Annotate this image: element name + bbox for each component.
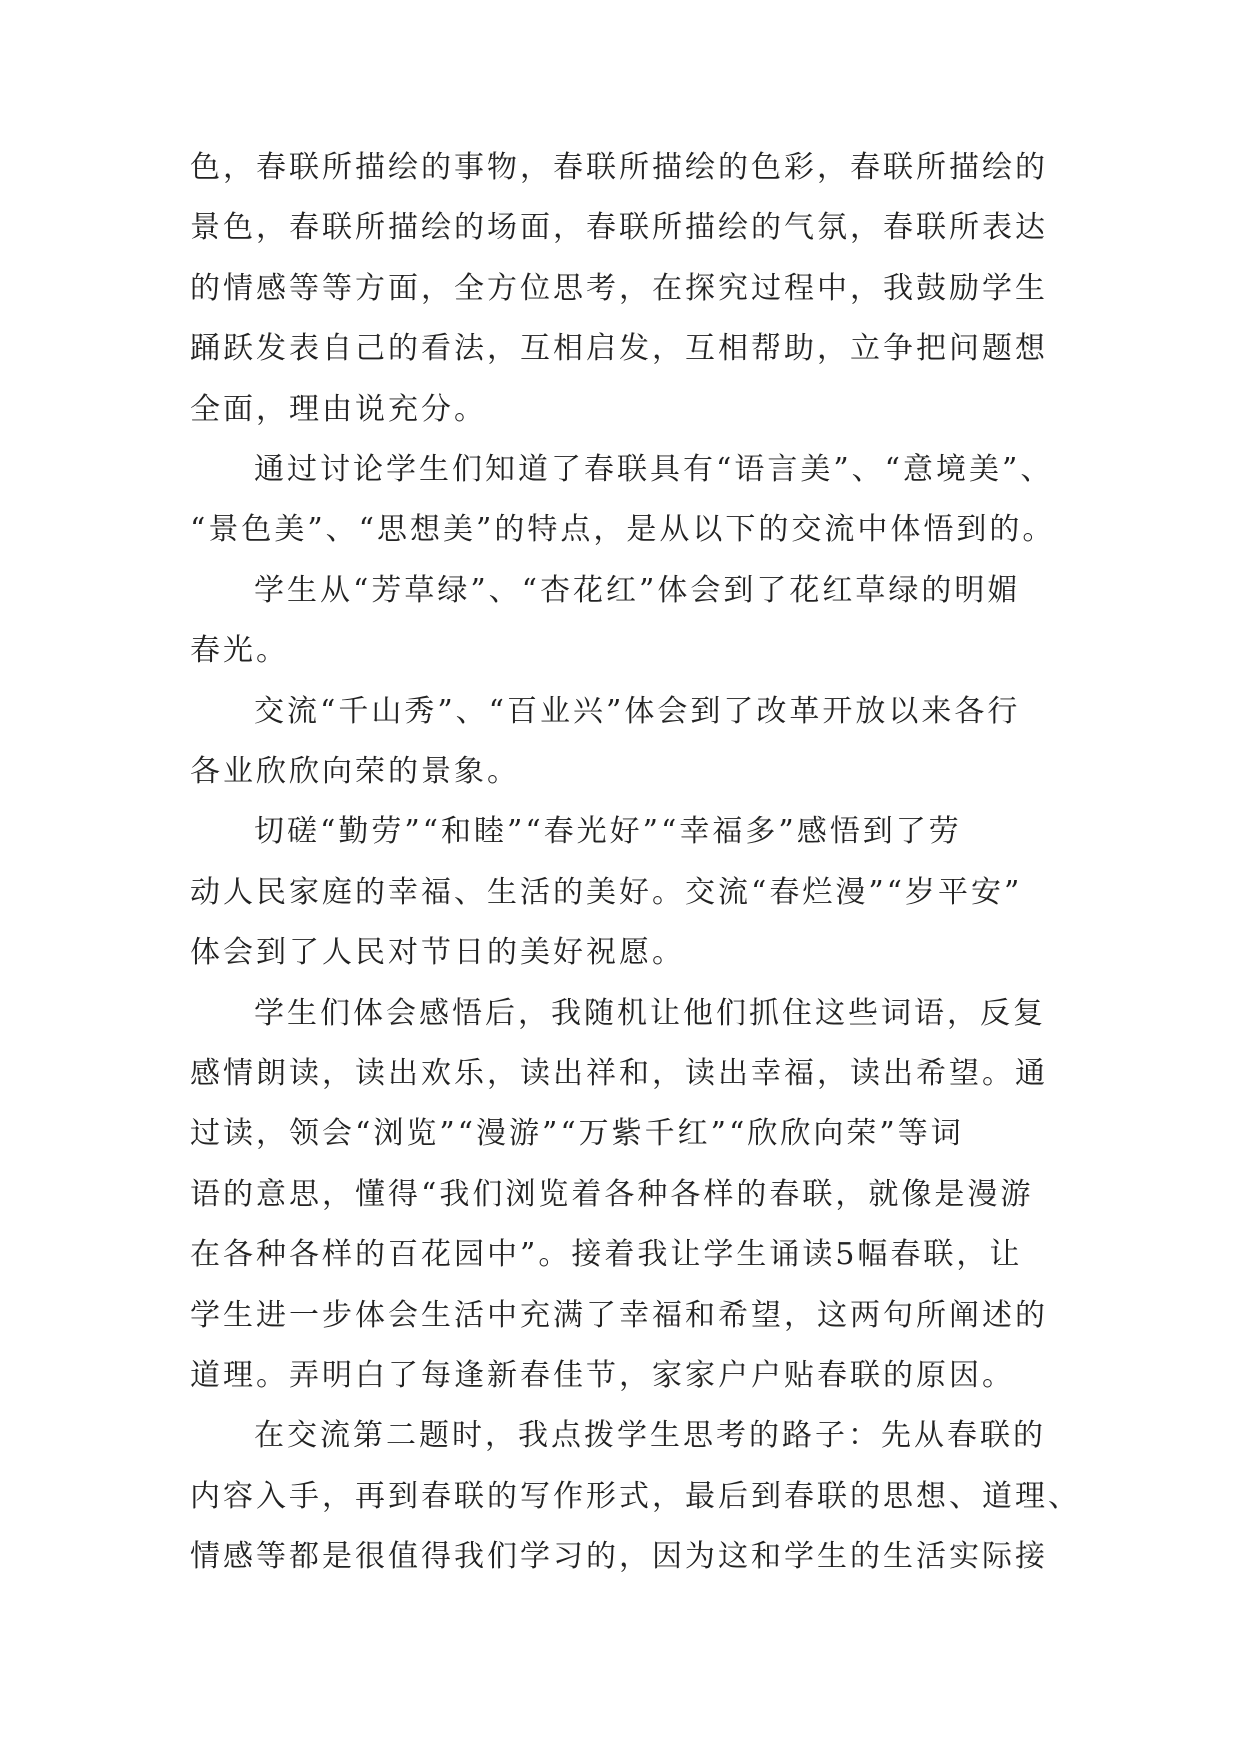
text-line: 全面，理由说充分。 xyxy=(190,392,487,427)
text-line: 各业欣欣向荣的景象。 xyxy=(190,754,520,789)
text-line: 学生进一步体会生活中充满了幸福和希望，这两句所阐述的 xyxy=(190,1298,1048,1333)
text-line: 道理。弄明白了每逢新春佳节，家家户户贴春联的原因。 xyxy=(190,1358,1015,1393)
text-line: 踊跃发表自己的看法，互相启发，互相帮助，立争把问题想 xyxy=(190,331,1048,366)
paragraph-start-line: 学生从“芳草绿”、“杏花红”体会到了花红草绿的明媚 xyxy=(254,573,1021,608)
paragraph-start-line: 切磋“勤劳”“和睦”“春光好”“幸福多”感悟到了劳 xyxy=(254,814,962,849)
text-line: 春光。 xyxy=(190,633,289,668)
paragraph-start-line: 交流“千山秀”、“百业兴”体会到了改革开放以来各行 xyxy=(254,694,1021,729)
text-line: 内容入手，再到春联的写作形式，最后到春联的思想、道理、 xyxy=(190,1479,1081,1514)
text-line: 感情朗读，读出欢乐，读出祥和，读出幸福，读出希望。通 xyxy=(190,1056,1048,1091)
text-line: “景色美”、“思想美”的特点，是从以下的交流中体悟到的。 xyxy=(190,512,1056,547)
text-line: 情感等都是很值得我们学习的，因为这和学生的生活实际接 xyxy=(190,1539,1048,1574)
text-line: 色，春联所描绘的事物，春联所描绘的色彩，春联所描绘的 xyxy=(190,150,1048,185)
text-line: 景色，春联所描绘的场面，春联所描绘的气氛，春联所表达 xyxy=(190,210,1048,245)
text-line: 在各种各样的百花园中”。接着我让学生诵读5幅春联，让 xyxy=(190,1237,1023,1272)
text-line: 过读，领会“浏览”“漫游”“万紫千红”“欣欣向荣”等词 xyxy=(190,1116,964,1151)
text-line: 动人民家庭的幸福、生活的美好。交流“春烂漫”“岁平安” xyxy=(190,875,1023,910)
paragraph-start-line: 在交流第二题时，我点拨学生思考的路子：先从春联的 xyxy=(254,1418,1046,1453)
text-line: 的情感等等方面，全方位思考，在探究过程中，我鼓励学生 xyxy=(190,271,1048,306)
paragraph-start-line: 通过讨论学生们知道了春联具有“语言美”、“意境美”、 xyxy=(254,452,1054,487)
text-line: 语的意思，懂得“我们浏览着各种各样的春联，就像是漫游 xyxy=(190,1177,1034,1212)
paragraph-start-line: 学生们体会感悟后，我随机让他们抓住这些词语，反复 xyxy=(254,996,1046,1031)
text-line: 体会到了人民对节日的美好祝愿。 xyxy=(190,935,685,970)
